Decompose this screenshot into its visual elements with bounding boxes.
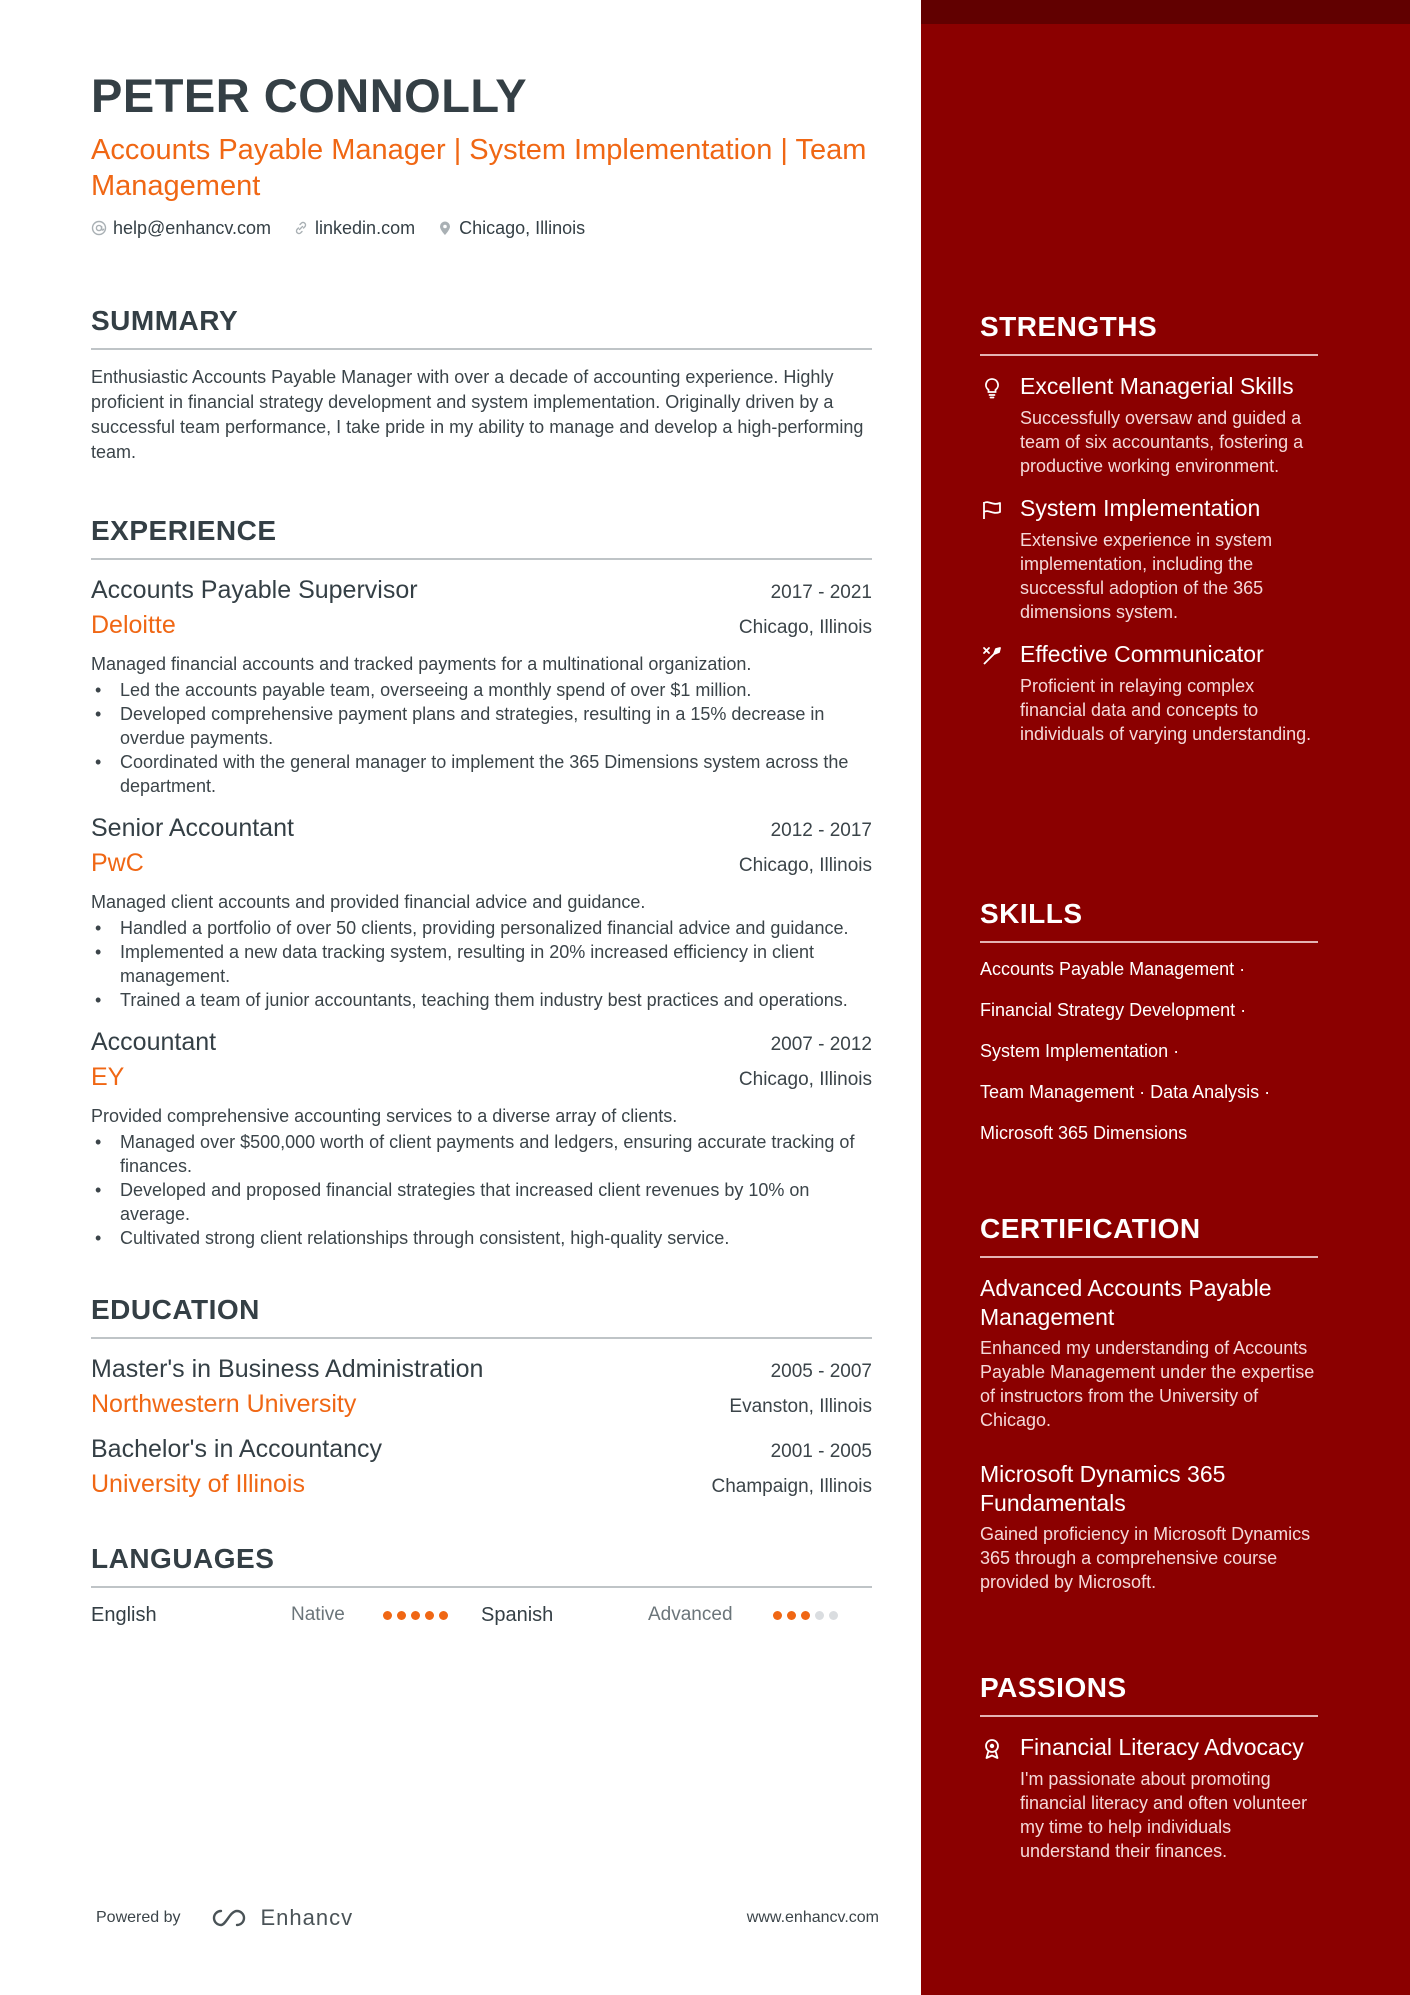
education-dates: 2001 - 2005 bbox=[770, 1440, 872, 1462]
rating-dot bbox=[411, 1611, 420, 1620]
job-bullets bbox=[91, 916, 872, 1012]
strength-description: Proficient in relaying complex financial data and concepts to individuals of varying understanding. bbox=[1020, 676, 1312, 744]
strength-title: Effective Communicator bbox=[1020, 641, 1264, 667]
school-name: University of Illinois bbox=[91, 1469, 305, 1498]
rating-dot bbox=[425, 1611, 434, 1620]
job-title: Accounts Payable Supervisor bbox=[91, 575, 418, 604]
section-title: PASSIONS bbox=[980, 1674, 1318, 1717]
strengths-section bbox=[980, 313, 1318, 746]
education-item bbox=[91, 1355, 872, 1419]
section-title: SUMMARY bbox=[91, 307, 872, 350]
bullet-item: • Cultivated strong client relationships through consistent, high-quality service. bbox=[91, 1226, 872, 1250]
job-bullets bbox=[91, 1130, 872, 1250]
tools-icon bbox=[980, 644, 1004, 668]
brand-name: Enhancv bbox=[260, 1905, 354, 1930]
job-location: Chicago, Illinois bbox=[738, 1068, 872, 1090]
strength-item bbox=[980, 640, 1318, 746]
school-location: Evanston, Illinois bbox=[729, 1395, 872, 1417]
job-dates: 2007 - 2012 bbox=[770, 1033, 872, 1055]
certification-title: Microsoft Dynamics 365 Fundamentals bbox=[980, 1461, 1226, 1516]
strength-description: Successfully oversaw and guided a team of six accountants, fostering a productive working environment. bbox=[1020, 408, 1304, 476]
summary-text: Enthusiastic Accounts Payable Manager with over a decade of accounting experience. Highly proficient in financial strategy development and system implementation. Originally driven by a successful team performance, I take pride in my ability to manage and develop a high-performing team. bbox=[91, 366, 864, 462]
degree: Bachelor's in Accountancy bbox=[91, 1434, 383, 1463]
strength-title: System Implementation bbox=[1020, 495, 1261, 521]
summary-section bbox=[91, 304, 872, 465]
company-name: PwC bbox=[91, 848, 144, 877]
job-description: Managed financial accounts and tracked payments for a multinational organization. bbox=[91, 653, 752, 674]
experience-item bbox=[91, 814, 872, 1012]
candidate-name: PETER CONNOLLY bbox=[91, 69, 528, 122]
section-title: EXPERIENCE bbox=[91, 517, 872, 560]
school-location: Champaign, Illinois bbox=[711, 1475, 872, 1497]
enhancv-logo[interactable] bbox=[207, 1905, 354, 1931]
sidebar-top-band bbox=[921, 0, 1410, 24]
skill-line: Accounts Payable Management · bbox=[980, 959, 1246, 979]
certification-title: Advanced Accounts Payable Management bbox=[980, 1275, 1272, 1330]
rating-dot bbox=[383, 1611, 392, 1620]
powered-by-text: Powered by bbox=[96, 1909, 181, 1926]
job-dates: 2012 - 2017 bbox=[770, 819, 872, 841]
language-item bbox=[481, 1604, 871, 1627]
strength-description: Extensive experience in system implementation, including the successful adoption of the 365 dimensions system. bbox=[1020, 530, 1273, 622]
skills-list bbox=[980, 957, 1318, 1145]
lightbulb-icon bbox=[980, 376, 1004, 400]
contact-info bbox=[91, 218, 872, 239]
candidate-headline: Accounts Payable Manager | System Implementation | Team Management bbox=[91, 133, 867, 202]
language-item bbox=[91, 1604, 481, 1627]
bullet-item: • Managed over $500,000 worth of client payments and ledgers, ensuring accurate tracking of finances. bbox=[91, 1130, 872, 1178]
section-title: SKILLS bbox=[980, 900, 1318, 943]
link-icon bbox=[293, 220, 309, 236]
skill-line: Financial Strategy Development · bbox=[980, 1000, 1247, 1020]
bullet-item: • Coordinated with the general manager to implement the 365 Dimensions system across the department. bbox=[91, 750, 872, 798]
location-icon bbox=[437, 220, 453, 236]
passion-title: Financial Literacy Advocacy bbox=[1020, 1734, 1304, 1760]
section-title: LANGUAGES bbox=[91, 1545, 872, 1588]
skill-line: System Implementation · bbox=[980, 1041, 1180, 1061]
job-title: Accountant bbox=[91, 1027, 217, 1056]
job-dates: 2017 - 2021 bbox=[770, 581, 872, 603]
experience-item bbox=[91, 576, 872, 798]
section-title: EDUCATION bbox=[91, 1296, 872, 1339]
bullet-item: • Led the accounts payable team, overseeing a monthly spend of over $1 million. bbox=[91, 678, 872, 702]
passions-section bbox=[980, 1674, 1318, 1863]
rating-dot bbox=[829, 1611, 838, 1620]
experience-item bbox=[91, 1028, 872, 1250]
education-section bbox=[91, 1293, 872, 1499]
passion-description: I'm passionate about promoting financial literacy and often volunteer my time to help individuals understand their finances. bbox=[1020, 1769, 1308, 1861]
degree: Master's in Business Administration bbox=[91, 1354, 484, 1383]
section-title: CERTIFICATION bbox=[980, 1215, 1318, 1258]
languages-list bbox=[91, 1604, 872, 1627]
section-title: STRENGTHS bbox=[980, 313, 1318, 356]
job-description: Provided comprehensive accounting services to a diverse array of clients. bbox=[91, 1105, 678, 1126]
language-level: Native bbox=[291, 1604, 345, 1626]
education-dates: 2005 - 2007 bbox=[770, 1360, 872, 1382]
job-title: Senior Accountant bbox=[91, 813, 294, 842]
certification-description: Gained proficiency in Microsoft Dynamics 365 through a comprehensive course provided by Microsoft. bbox=[980, 1524, 1311, 1592]
job-location: Chicago, Illinois bbox=[738, 854, 872, 876]
company-name: Deloitte bbox=[91, 610, 176, 639]
contact-location bbox=[437, 218, 585, 239]
language-rating bbox=[383, 1611, 448, 1620]
award-icon bbox=[980, 1737, 1004, 1761]
footer bbox=[96, 1905, 879, 1931]
enhancv-logo-icon bbox=[207, 1907, 253, 1929]
flag-icon bbox=[980, 498, 1004, 522]
rating-dot bbox=[397, 1611, 406, 1620]
rating-dot bbox=[787, 1611, 796, 1620]
bullet-item: • Trained a team of junior accountants, teaching them industry best practices and operations. bbox=[91, 988, 872, 1012]
contact-email[interactable] bbox=[91, 218, 271, 239]
company-name: EY bbox=[91, 1062, 125, 1091]
bullet-item: • Developed and proposed financial strategies that increased client revenues by 10% on average. bbox=[91, 1178, 872, 1226]
certification-item bbox=[980, 1274, 1318, 1432]
skill-line: Team Management · Data Analysis · bbox=[980, 1082, 1271, 1102]
certification-description: Enhanced my understanding of Accounts Payable Management under the expertise of instructors from the University of Chicago. bbox=[980, 1338, 1315, 1430]
school-name: Northwestern University bbox=[91, 1389, 357, 1418]
contact-email-text: help@enhancv.com bbox=[113, 217, 272, 238]
language-rating bbox=[773, 1611, 838, 1620]
job-location: Chicago, Illinois bbox=[738, 616, 872, 638]
skills-section bbox=[980, 900, 1318, 1162]
language-name: Spanish bbox=[481, 1603, 554, 1626]
job-description: Managed client accounts and provided financial advice and guidance. bbox=[91, 891, 646, 912]
rating-dot bbox=[815, 1611, 824, 1620]
experience-section bbox=[91, 514, 872, 1250]
education-item bbox=[91, 1435, 872, 1499]
bullet-item: • Implemented a new data tracking system, resulting in 20% increased efficiency in client management. bbox=[91, 940, 872, 988]
contact-linkedin[interactable] bbox=[293, 218, 415, 239]
strength-item bbox=[980, 372, 1318, 478]
contact-linkedin-text: linkedin.com bbox=[315, 217, 416, 238]
bullet-item: • Developed comprehensive payment plans and strategies, resulting in a 15% decrease in overdue payments. bbox=[91, 702, 872, 750]
language-level: Advanced bbox=[648, 1604, 733, 1626]
rating-dot bbox=[439, 1611, 448, 1620]
bullet-item: • Handled a portfolio of over 50 clients, providing personalized financial advice and guidance. bbox=[91, 916, 872, 940]
at-icon bbox=[91, 220, 107, 236]
main-column bbox=[91, 70, 872, 1627]
language-name: English bbox=[91, 1603, 157, 1626]
strength-title: Excellent Managerial Skills bbox=[1020, 373, 1294, 399]
strength-item bbox=[980, 494, 1318, 624]
skill-line: Microsoft 365 Dimensions bbox=[980, 1123, 1188, 1143]
website-link[interactable]: www.enhancv.com bbox=[746, 1909, 879, 1926]
passion-item bbox=[980, 1733, 1318, 1863]
certification-item bbox=[980, 1460, 1318, 1594]
job-bullets bbox=[91, 678, 872, 798]
rating-dot bbox=[773, 1611, 782, 1620]
languages-section bbox=[91, 1542, 872, 1627]
contact-location-text: Chicago, Illinois bbox=[459, 217, 586, 238]
certification-section bbox=[980, 1215, 1318, 1594]
rating-dot bbox=[801, 1611, 810, 1620]
